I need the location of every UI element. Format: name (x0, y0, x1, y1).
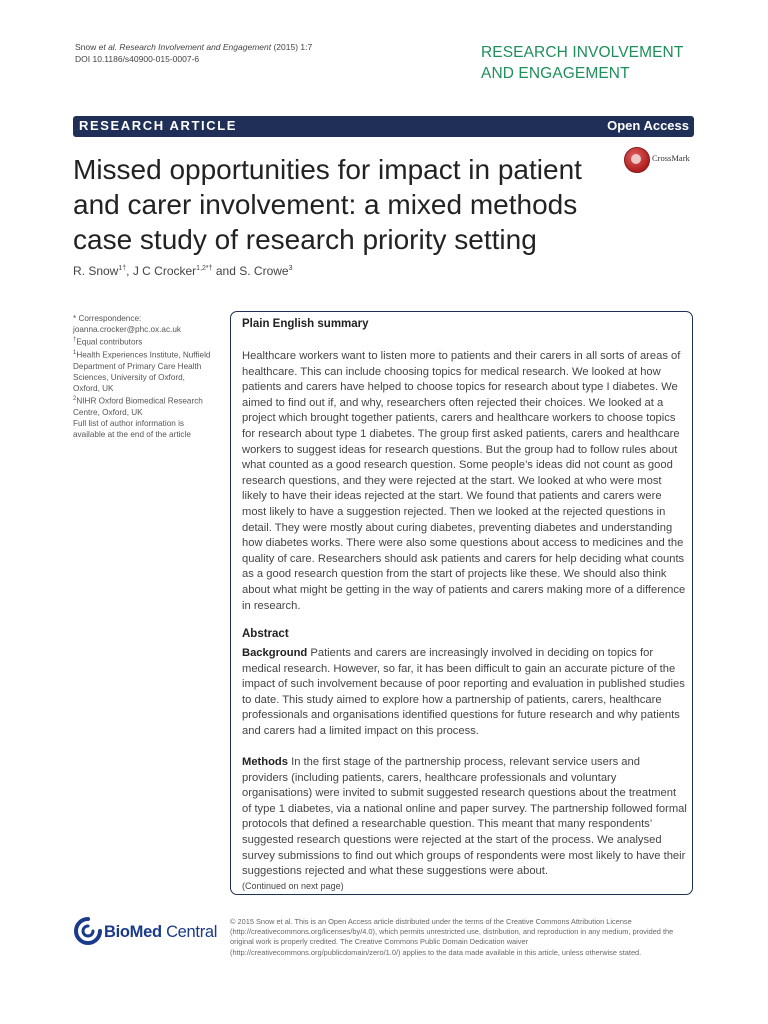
author-info-sidebar (73, 313, 213, 440)
publisher-name-regular: Central (161, 923, 218, 941)
background-text: Patients and carers are increasingly involved in deciding on topics for medical research. However, so far, it has been difficult to gain an accurate picture of the impact of such involvement because of poor reporting and evaluation in published studies to date. This study aimed to explore how a partnership of patients, carers, healthcare professionals and organisations identified questions for future research and why patients and carers had a limited impact on this process. (242, 647, 685, 737)
crossmark-label: CrossMark (652, 153, 690, 163)
citation-authors: Snow (75, 42, 99, 52)
publisher-name-bold: BioMed (104, 923, 162, 941)
crossmark-badge[interactable] (624, 147, 704, 173)
citation-block (75, 41, 312, 65)
affiliation-2 (73, 394, 213, 418)
full-author-list-note: Full list of author information is available at the end of the article (73, 419, 191, 440)
author-name: R. Snow (73, 264, 119, 278)
doi: DOI 10.1186/s40900-015-0007-6 (75, 54, 200, 64)
correspondence: * Correspondence: joanna.crocker@phc.ox.ac.uk (73, 314, 181, 335)
author-separator: , (126, 264, 133, 278)
methods-text: In the first stage of the partnership process, relevant service users and providers (including patients, carers, healthcare professionals and voluntary organisations) were invited to submit suggested research questions about the treatment of type 1 diabetes, via a national online and paper survey. The partnership followed formal protocols that defined a researchable question. This meant that many respondents’ suggested research questions were rejected at the start of the process. We analysed survey submissions to find out which groups of respondents were most likely to have their suggestions rejected and what these suggestions were about. (242, 756, 687, 878)
methods-label: Methods (242, 756, 288, 768)
author-list (73, 264, 293, 278)
affiliation-marker: 1 (73, 350, 77, 357)
author-affiliation-marker: 3 (288, 265, 293, 272)
publisher-logo (74, 917, 224, 947)
plain-english-summary-heading: Plain English summary (242, 318, 369, 330)
background-label: Background (242, 647, 308, 659)
equal-contributors (73, 335, 213, 348)
abstract-heading: Abstract (242, 628, 289, 640)
equal-contributors-marker: † (73, 337, 77, 344)
author-name: S. Crowe (239, 264, 289, 278)
journal-name (481, 42, 683, 84)
article-type-label: RESEARCH ARTICLE (79, 118, 238, 133)
article-title: Missed opportunities for impact in patient and carer involvement: a mixed methods case study of research priority setting (73, 154, 582, 255)
equal-contributors-text: Equal contributors (76, 337, 143, 347)
author-affiliation-marker: 1† (118, 265, 127, 272)
author-separator: and (212, 264, 240, 278)
affiliation-text: Health Experiences Institute, Nuffield Department of Primary Care Health Sciences, University of Oxford, Oxford, UK (73, 350, 211, 394)
abstract-background (242, 646, 688, 740)
license-text: © 2015 Snow et al. This is an Open Access article distributed under the terms of the Creative Commons Attribution License (http://creativecommons.org/licenses/by/4.0), which permits unrestricted use, distribution, and reproduction in any medium, provided the original work is properly credited. The Creative Commons Public Domain Dedication waiver (http://creativecommons.org/publicdomain/zero/1.0/) applies to the data made available in this article, unless otherwise stated. (230, 917, 674, 957)
author-name: J C Crocker (132, 264, 197, 278)
crossmark-icon (624, 147, 650, 173)
affiliation-marker: 2 (73, 396, 77, 403)
biomed-central-icon (74, 917, 102, 945)
citation-line (75, 41, 312, 53)
plain-english-summary-text (242, 349, 688, 614)
affiliation-1 (73, 348, 213, 394)
article-type-banner (73, 116, 694, 137)
summary-paragraph: Healthcare workers want to listen more to patients and their carers in all sorts of areas of healthcare. This can include choosing topics for medical research. We looked at how patients and carers have helped to choose topics for research about type I diabetes. We aimed to find out if, and why, researchers often rejected their choices. We looked at a project which brought together patients, carers and healthcare workers to choose topics for research about type 1 diabetes. The group first asked patients, carers and healthcare workers to suggest ideas for research questions. But the group had to follow rules about what counted as a good research question. Some people’s ideas did not count as good research questions, and they were rejected at the start. We looked at who were most likely to have their ideas rejected at the start. We found that patients and carers were most likely to have a suggestion rejected. Then we looked at the rejected questions in detail. They were mostly about curing diabetes, preventing diabetes and understanding how diabetes works. There were also some questions about access to medicines and the quality of care. Researchers should ask patients and carers for help deciding what counts as a good research question from the start of projects like these. We should also think about what might be getting in the way of patients and carers making more of a difference in research. (242, 350, 686, 612)
author-affiliation-marker: 1,2*† (196, 265, 213, 272)
abstract-methods (242, 755, 688, 880)
journal-name-line-2: AND ENGAGEMENT (481, 65, 630, 82)
journal-name-line-1: RESEARCH INVOLVEMENT (481, 44, 684, 61)
open-access-label: Open Access (607, 118, 689, 133)
affiliation-text: NIHR Oxford Biomedical Research Centre, Oxford, UK (73, 396, 203, 417)
continued-note: (Continued on next page) (242, 881, 344, 891)
publisher-name (104, 923, 217, 942)
citation-journal: et al. Research Involvement and Engagement (98, 42, 272, 52)
citation-year: (2015) 1:7 (271, 42, 313, 52)
